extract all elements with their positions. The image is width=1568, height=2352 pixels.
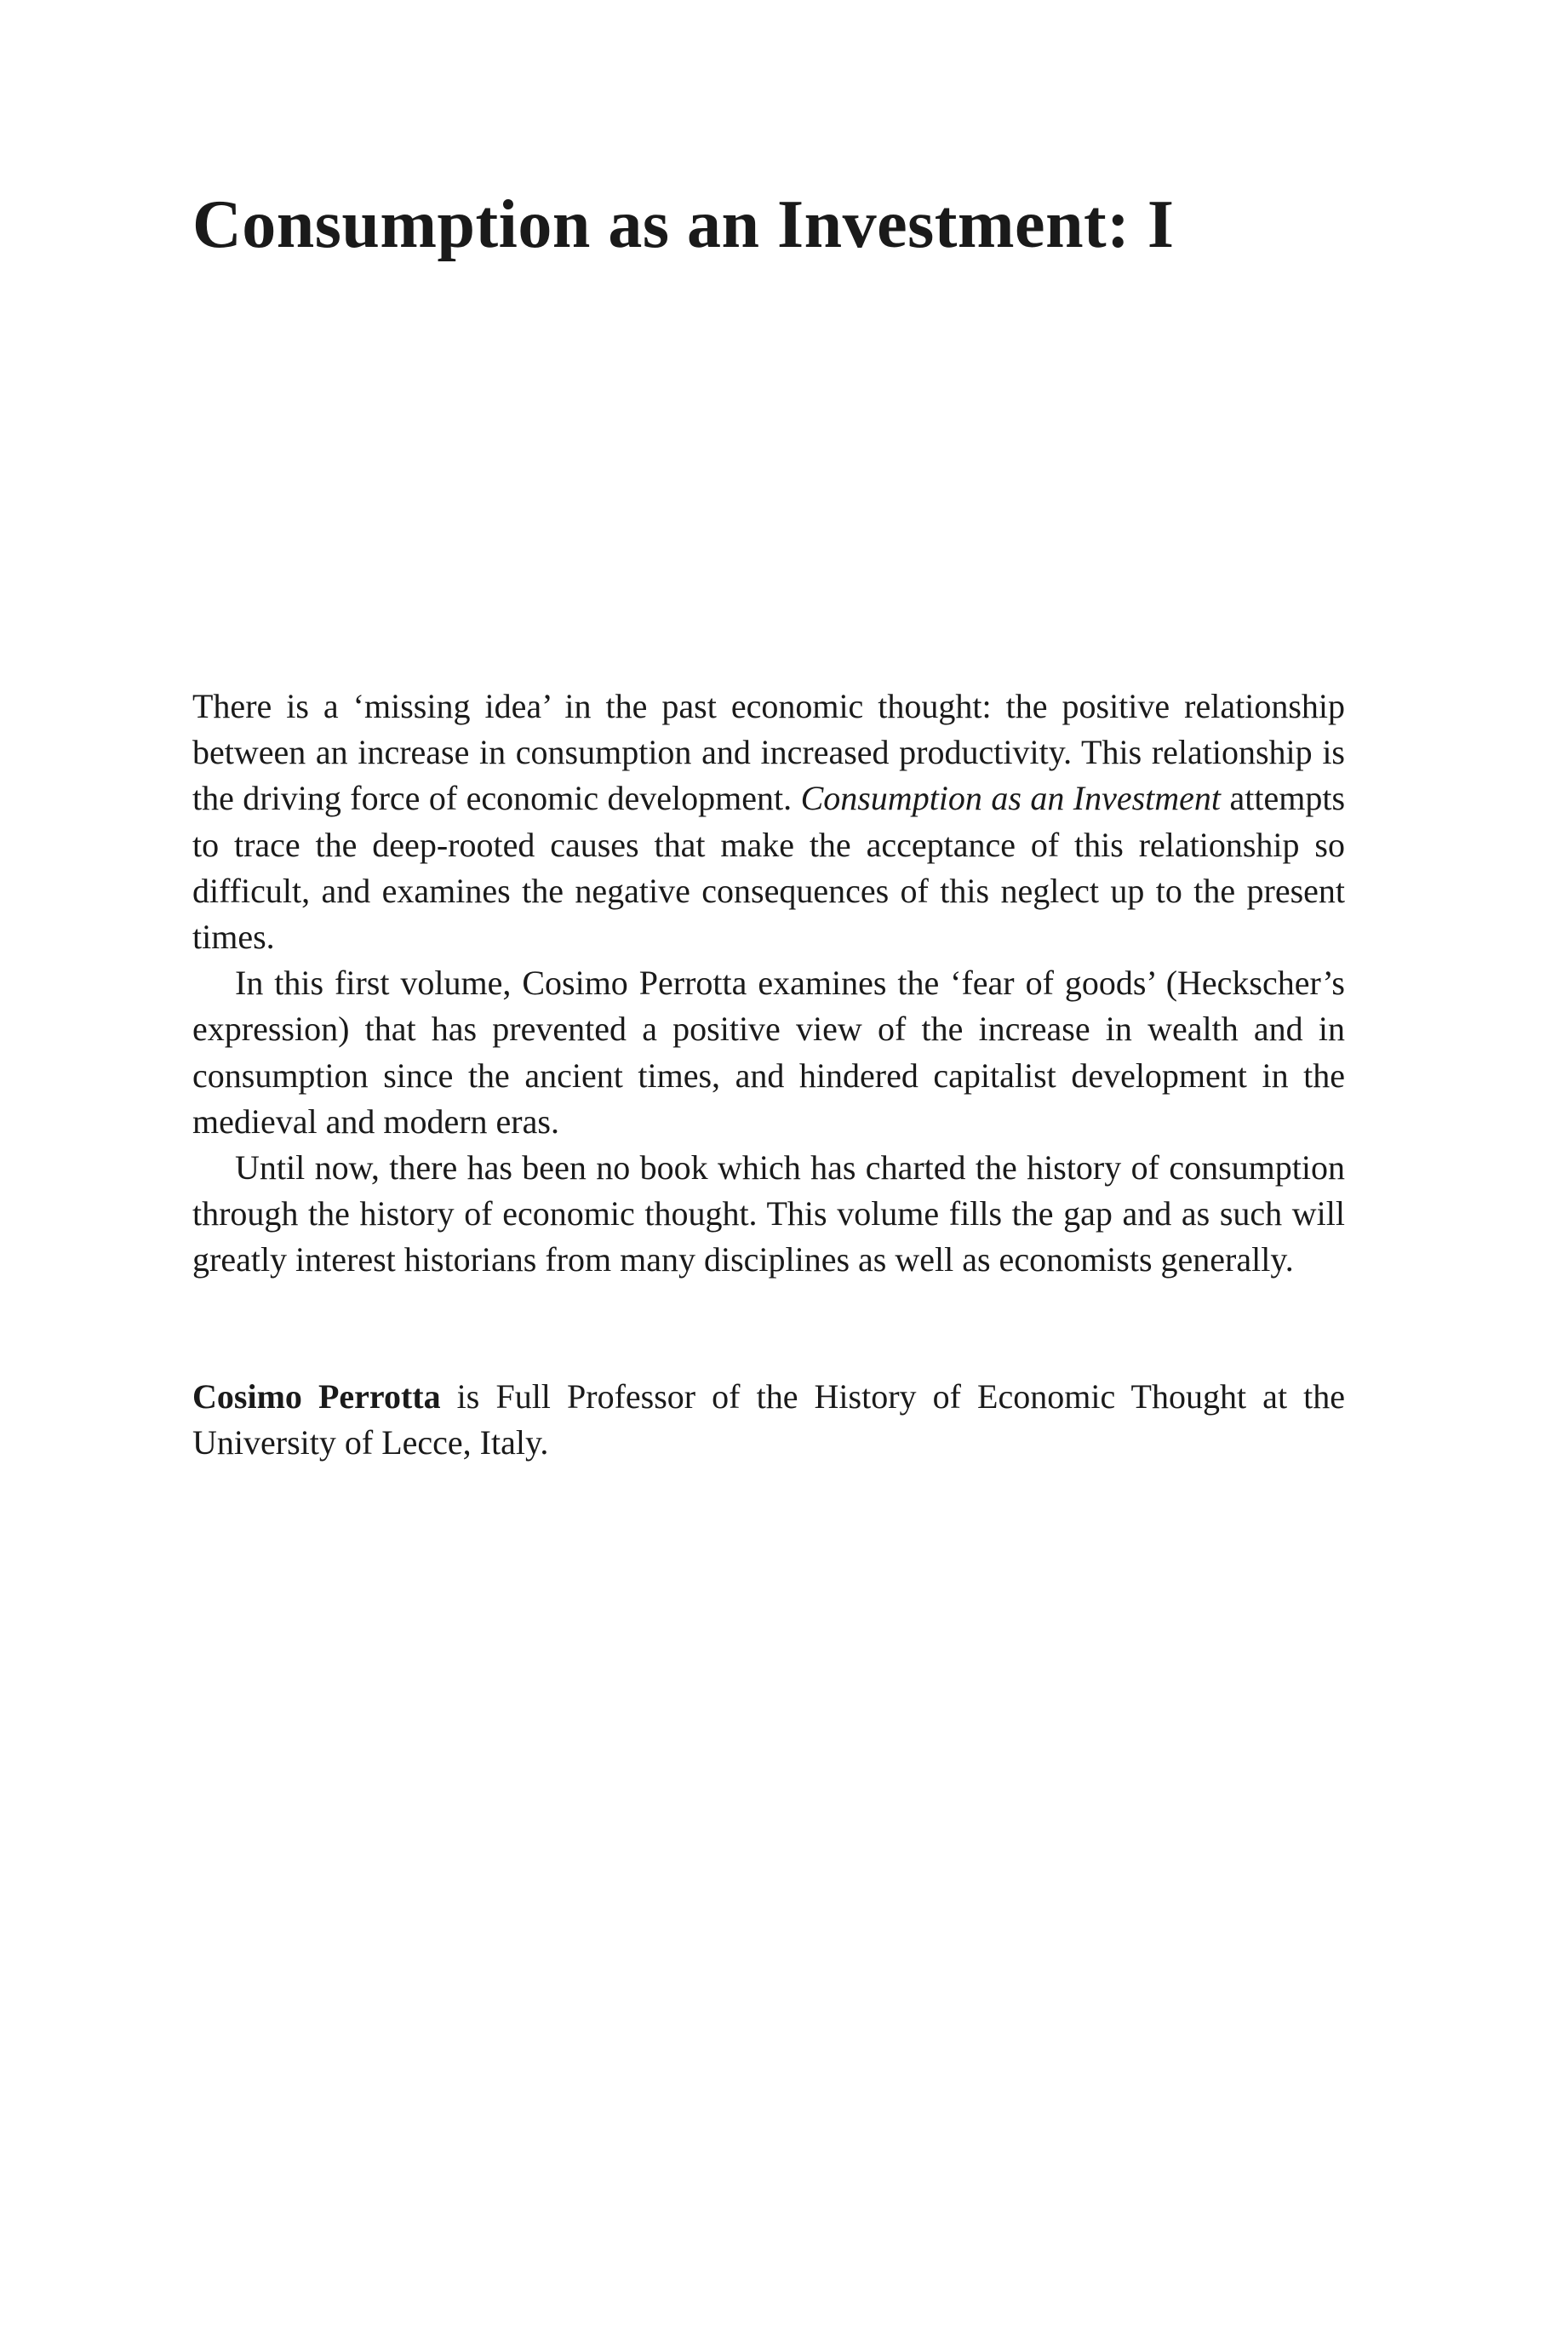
author-name: Cosimo Perrotta [192,1377,441,1416]
description-paragraph-1 [192,684,1345,960]
description-paragraph-2: In this first volume, Cosimo Perrotta examines the ‘fear of goods’ (Heckscher’s expression) that has prevented a positive view of the increase in wealth and in consumption since the ancient times, and hindered capitalist development in the medieval and modern eras. [192,964,1345,1141]
description-paragraph-1-text-a: There is a ‘missing idea’ in the past economic thought: the positive relationship between an increase in consumption and increased productivity. This relationship is the driving force of economic development. [192,687,1345,818]
page-title: Consumption as an Investment: I [192,187,1175,262]
description-paragraph-1-text-b: attempts to trace the deep-rooted causes that make the acceptance of this relationship so difficult, and examines the negative consequences of this neglect up to the present times. [192,779,1346,957]
book-title-italic: Consumption as an Investment [800,779,1222,818]
book-description [192,684,1345,1284]
description-paragraph-3: Until now, there has been no book which has charted the history of consumption through the history of economic thought. This volume fills the gap and as such will greatly interest historians from many disciplines as well as economists generally. [192,1148,1345,1279]
author-bio-text: is Full Professor of the History of Economic Thought at the University of Lecce, Italy. [192,1377,1346,1462]
author-bio [192,1374,1345,1466]
